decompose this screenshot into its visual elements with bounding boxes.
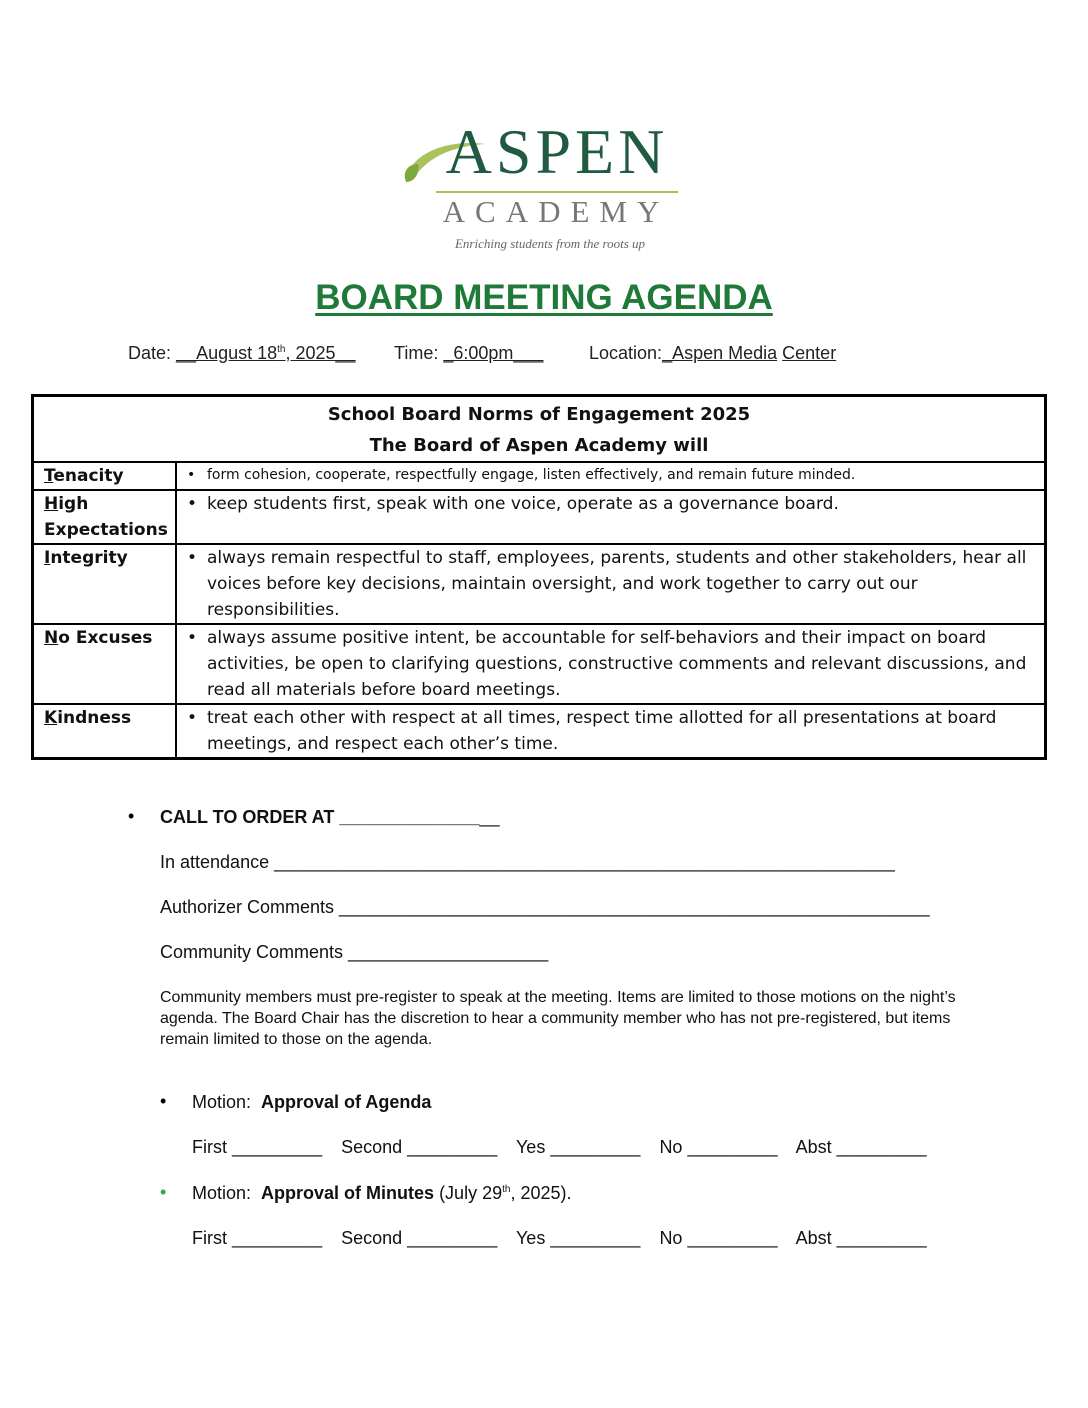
- community-comments-line: Community Comments ____________________: [160, 942, 549, 962]
- call-to-order: CALL TO ORDER AT ________________: [160, 807, 500, 827]
- aspen-academy-logo: [400, 116, 690, 260]
- norm-row-kindness: [33, 704, 1046, 759]
- norm-row-high-expectations: [33, 490, 1046, 544]
- norm-term: High Expectations: [33, 490, 177, 544]
- location-value: _Aspen Media: [662, 343, 778, 363]
- location-value-2: Center: [782, 343, 837, 363]
- vote-second: Second _________: [341, 1228, 498, 1248]
- meeting-location: [589, 343, 836, 364]
- motion-1-vote-line: [192, 1137, 941, 1158]
- norm-description: • form cohesion, cooperate, respectfully engage, listen effectively, and remain future minded.: [176, 462, 1046, 490]
- logo-divider: [436, 191, 678, 193]
- norm-description: • treat each other with respect at all times, respect time allotted for all presentations at board meetings, and respect each other’s time.: [176, 704, 1046, 759]
- vote-yes: Yes _________: [515, 1228, 641, 1248]
- norm-description: • keep students first, speak with one voice, operate as a governance board.: [176, 490, 1046, 544]
- vote-no: No _________: [659, 1137, 778, 1157]
- norm-term: Tenacity: [33, 462, 177, 490]
- time-label: Time:: [394, 343, 439, 363]
- attendance-line: In attendance ______________________________________________________________: [160, 852, 895, 872]
- motion-approval-agenda: Motion: Approval of Agenda: [192, 1092, 432, 1112]
- vote-no: No _________: [659, 1228, 778, 1248]
- norm-term: Integrity: [33, 544, 177, 624]
- logo-subtitle: ACADEMY: [442, 194, 670, 229]
- motion-1-bullet: •: [160, 1091, 167, 1111]
- norm-description: • always remain respectful to staff, employees, parents, students and other stakeholders, hear all voices before key decisions, maintain oversight, and work together to carry out our responsibilities.: [176, 544, 1046, 624]
- motion-approval-minutes: Motion: Approval of Minutes (July 29th, 2025).: [192, 1183, 572, 1203]
- norms-heading: School Board Norms of Engagement 2025 The Board of Aspen Academy will: [33, 396, 1046, 463]
- norm-row-tenacity: [33, 462, 1046, 490]
- norm-term: Kindness: [33, 704, 177, 759]
- vote-first: First _________: [192, 1137, 323, 1157]
- norm-row-no-excuses: [33, 624, 1046, 704]
- vote-second: Second _________: [341, 1137, 498, 1157]
- norm-term: No Excuses: [33, 624, 177, 704]
- location-label: Location:: [589, 343, 663, 363]
- meeting-date: [128, 343, 356, 364]
- logo-name: ASPEN: [445, 116, 669, 187]
- page-title: BOARD MEETING AGENDA: [315, 278, 773, 317]
- vote-yes: Yes _________: [515, 1137, 641, 1157]
- community-note: Community members must pre-register to speak at the meeting. Items are limited to those motions on the night’s agenda. The Board Chair has the discretion to hear a community member who has not pre-registered, but items remain limited to those on the agenda.: [160, 989, 956, 1048]
- norm-description: • always assume positive intent, be accountable for self-behaviors and their impact on board activities, be open to clarifying questions, constructive comments and relevant discussions, and read all materials before board meetings.: [176, 624, 1046, 704]
- call-to-order-bullet: •: [128, 806, 135, 826]
- norms-table: [31, 394, 1047, 760]
- vote-abstain: Abst _________: [795, 1228, 927, 1248]
- date-value: __August 18th, 2025__: [176, 343, 356, 363]
- motion-2-vote-line: [192, 1228, 941, 1249]
- authorizer-comments-line: Authorizer Comments ___________________________________________________________: [160, 897, 930, 917]
- vote-abstain: Abst _________: [795, 1137, 927, 1157]
- logo-tagline: Enriching students from the roots up: [454, 236, 646, 251]
- norm-row-integrity: [33, 544, 1046, 624]
- time-value: _6:00pm___: [443, 343, 544, 363]
- motion-2-bullet: •: [160, 1182, 167, 1202]
- date-label: Date:: [128, 343, 172, 363]
- meeting-time: [394, 343, 543, 364]
- vote-first: First _________: [192, 1228, 323, 1248]
